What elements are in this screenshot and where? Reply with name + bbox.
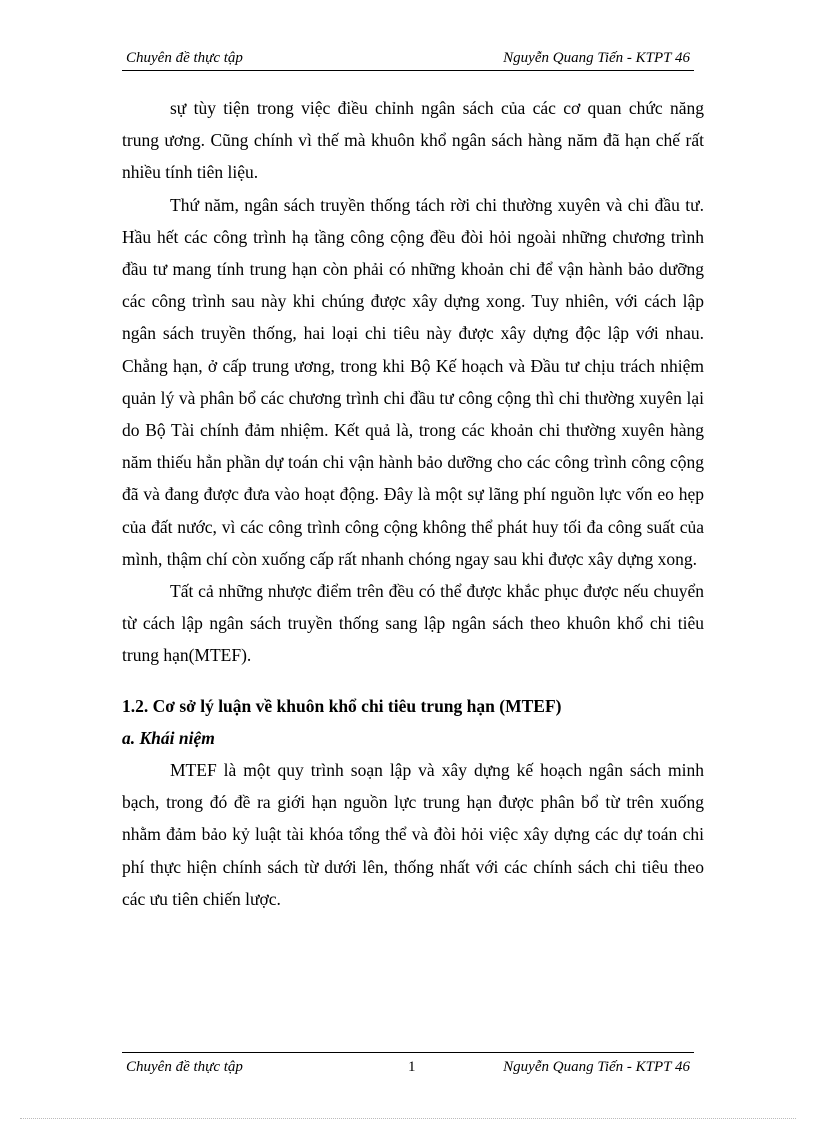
page-break-divider <box>20 1118 796 1119</box>
paragraph-1: sự tùy tiện trong việc điều chỉnh ngân sách của các cơ quan chức năng trung ương. Cũng chính vì thế mà khuôn khổ ngân sách hàng năm đã hạn chế rất nhiều tính tiên liệu. <box>122 98 704 183</box>
paragraph-4: MTEF là một quy trình soạn lập và xây dựng kế hoạch ngân sách minh bạch, trong đó đề ra giới hạn nguồn lực trung hạn được phân bổ từ trên xuống nhằm đảm bảo kỷ luật tài khóa tổng thể và đòi hỏi việc xây dựng các dự toán chi phí thực hiện chính sách từ dưới lên, thống nhất với các chính sách chi tiêu theo các ưu tiên chiến lược. <box>122 760 704 909</box>
page-header <box>122 48 694 71</box>
page-footer <box>122 1052 694 1083</box>
footer-left: Chuyên đề thực tập <box>126 1059 243 1075</box>
header-right: Nguyễn Quang Tiến - KTPT 46 <box>503 50 690 66</box>
paragraph-3: Tất cả những nhược điểm trên đều có thể được khắc phục được nếu chuyển từ cách lập ngân sách truyền thống sang lập ngân sách theo khuôn khổ chi tiêu trung hạn(MTEF). <box>122 581 704 666</box>
sub-heading: a. Khái niệm <box>122 727 215 748</box>
footer-right: Nguyễn Quang Tiến - KTPT 46 <box>503 1059 690 1075</box>
header-left: Chuyên đề thực tập <box>126 50 243 66</box>
paragraph-2: Thứ năm, ngân sách truyền thống tách rời chi thường xuyên và chi đầu tư. Hầu hết các công trình hạ tầng công cộng đều đòi hỏi ngoài những chương trình đầu tư mang tính trung hạn còn phải có những khoản chi để vận hành bảo dưỡng các công trình sau này khi chúng được xây dựng xong. Tuy nhiên, với cách lập ngân sách truyền thống, hai loại chi tiêu này được xây dựng độc lập với nhau. Chẳng hạn, ở cấp trung ương, trong khi Bộ Kế hoạch và Đầu tư chịu trách nhiệm quản lý và phân bổ các chương trình chi đầu tư công cộng thì chi thường xuyên lại do Bộ Tài chính đảm nhiệm. Kết quả là, trong các khoản chi thường xuyên hàng năm thiếu hẳn phần dự toán chi vận hành bảo dưỡng cho các công trình công cộng đã và đang được đưa vào hoạt động. Đây là một sự lãng phí nguồn lực vốn eo hẹp của đất nước, vì các công trình công cộng không thể phát huy tối đa công suất của mình, thậm chí còn xuống cấp rất nhanh chóng ngay sau khi được xây dựng xong. <box>122 194 704 569</box>
page-body <box>122 92 704 915</box>
section-heading: 1.2. Cơ sở lý luận về khuôn khổ chi tiêu trung hạn (MTEF) <box>122 695 562 716</box>
page-number: 1 <box>408 1059 416 1075</box>
